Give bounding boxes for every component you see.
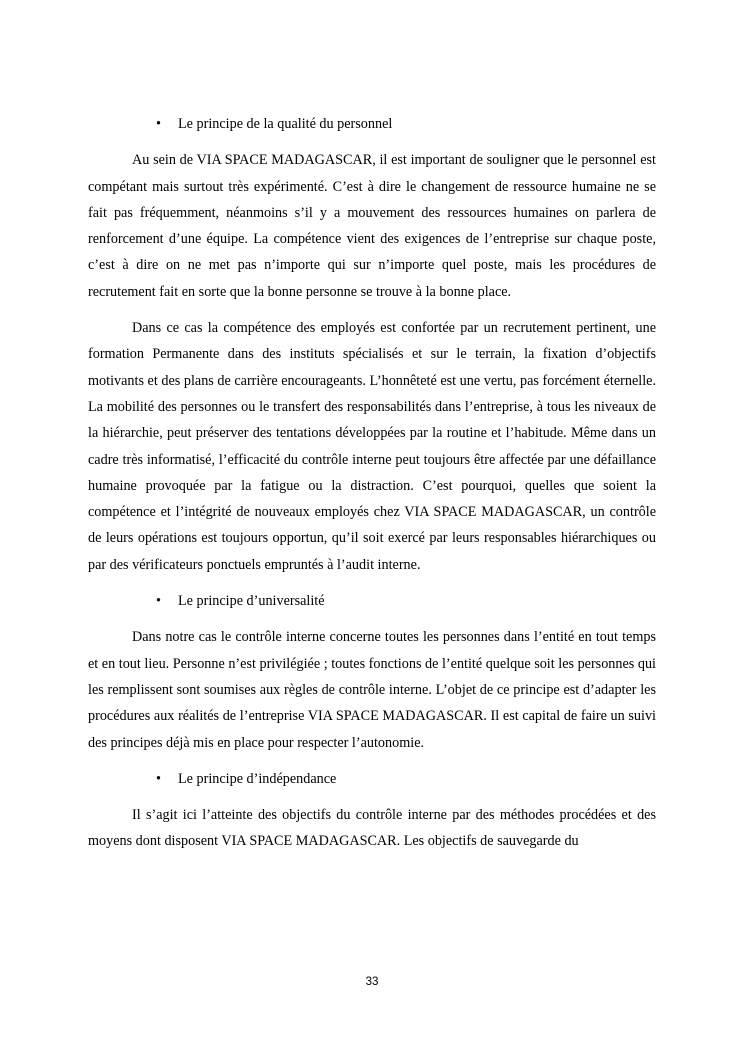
page-body — [88, 111, 656, 855]
section-heading-text: Le principe de la qualité du personnel — [178, 116, 393, 132]
paragraph: Dans ce cas la compétence des employés est confortée par un recrutement pertinent, une formation Permanente dans des instituts spécialisés et sur le terrain, la fixation d’objectifs motivants et des plans de carrière encourageants. L’honnêteté est une vertu, pas forcément éternelle. La mobilité des personnes ou le transfert des responsabilités dans l’entreprise, à tous les niveaux de la hiérarchie, peut préserver des tentations développées par la routine et l’habitude. Même dans un cadre très informatisé, l’efficacité du contrôle interne peut toujours être affectée par une défaillance humaine provoquée par la fatigue ou la distraction. C’est pourquoi, quelles que soient la compétence et l’intégrité de nouveaux employés chez VIA SPACE MADAGASCAR, un contrôle de leurs opérations est toujours opportun, qu’il soit exercé par leurs responsables hiérarchiques ou par des vérificateurs ponctuels empruntés à l’audit interne. — [88, 320, 656, 573]
paragraph: Dans notre cas le contrôle interne concerne toutes les personnes dans l’entité en tout temps et en tout lieu. Personne n’est privilégiée ; toutes fonctions de l’entité quelque soit les personnes qui les remplissent sont soumises aux règles de contrôle interne. L’objet de ce principe est d’adapter les procédures aux réalités de l’entreprise VIA SPACE MADAGASCAR. Il est capital de faire un suivi des principes déjà mis en place pour respecter l’autonomie. — [88, 629, 656, 751]
paragraph: Il s’agit ici l’atteinte des objectifs du contrôle interne par des méthodes procédées et des moyens dont disposent VIA SPACE MADAGASCAR. Les objectifs de sauvegarde du — [88, 807, 656, 850]
section-heading-independence — [88, 766, 656, 792]
section-heading-text: Le principe d’indépendance — [178, 770, 337, 787]
section-heading-quality — [88, 111, 656, 137]
bullet-icon: • — [156, 593, 161, 610]
paragraph: Au sein de VIA SPACE MADAGASCAR, il est important de souligner que le personnel est compétant mais surtout très expérimenté. C’est à dire le changement de ressource humaine ne se fait pas fréquemment, néanmoins s’il y a mouvement des ressources humaines on parlera de renforcement d’une équipe. La compétence vient des exigences de l’entreprise sur chaque poste, c’est à dire on ne met pas n’importe qui sur n’importe quel poste, mais les procédures de recrutement fait en sorte que la bonne personne se trouve à la bonne place. — [88, 152, 656, 300]
section-heading-universality — [88, 588, 656, 614]
section-heading-text: Le principe d’universalité — [178, 593, 325, 610]
page-number: 33 — [365, 976, 379, 988]
bullet-icon: • — [156, 770, 161, 787]
bullet-icon: • — [156, 116, 161, 132]
